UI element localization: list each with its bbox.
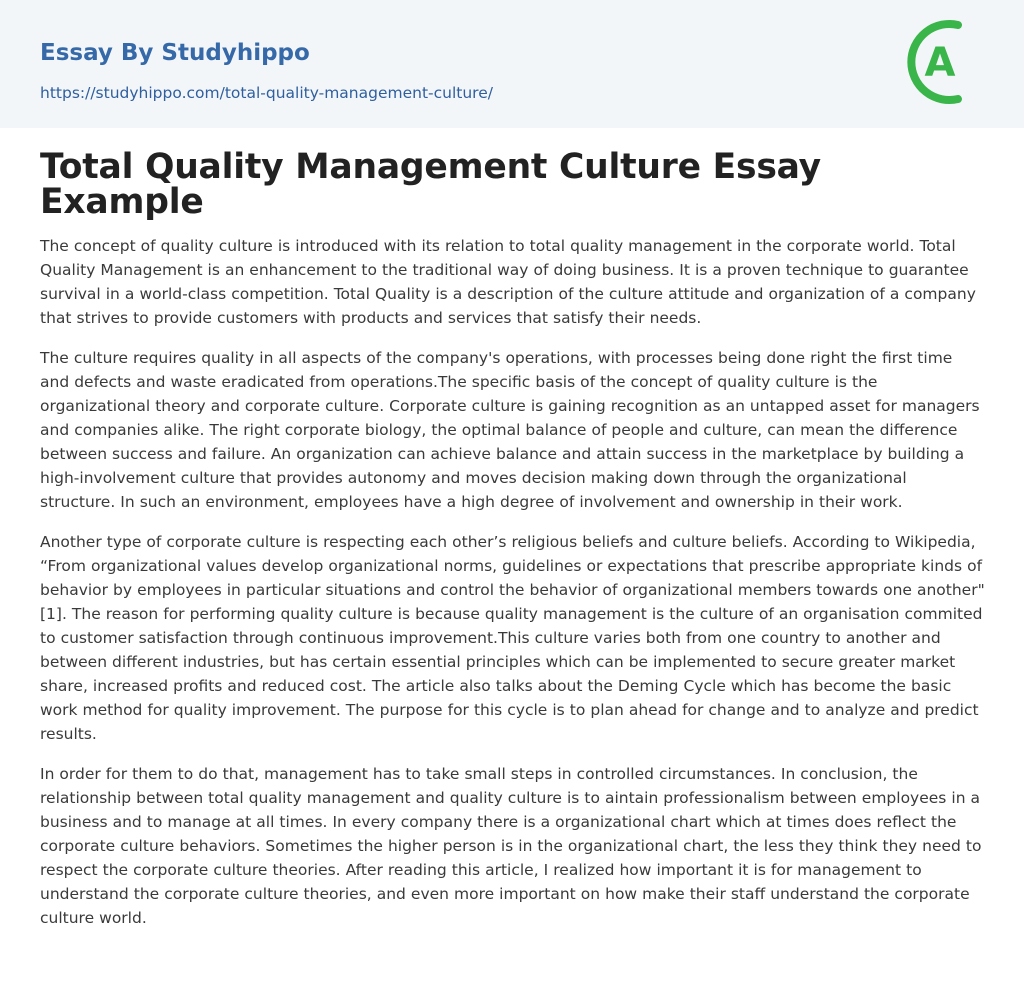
- studyhippo-logo-icon[interactable]: [898, 18, 986, 106]
- essay-article: [40, 147, 986, 946]
- site-header: [0, 0, 1024, 128]
- essay-paragraph: The culture requires quality in all aspects of the company's operations, with processes being done right the first time and defects and waste eradicated from operations.The specific basis of the concept of quality culture is the organizational theory and corporate culture. Corporate culture is gaining recognition as an untapped asset for managers and companies alike. The right corporate biology, the optimal balance of people and culture, can mean the difference between success and failure. An organization can achieve balance and attain success in the marketplace by building a high-involvement culture that provides autonomy and moves decision making down through the organizational structure. In such an environment, employees have a high degree of involvement and ownership in their work.: [40, 349, 980, 511]
- logo-letter: A: [924, 40, 956, 86]
- page-title: Total Quality Management Culture Essay Example: [40, 147, 821, 222]
- brand-title[interactable]: Essay By Studyhippo: [40, 40, 310, 66]
- essay-paragraph: Another type of corporate culture is respecting each other’s religious beliefs and culture beliefs. According to Wikipedia, “From organizational values develop organizational norms, guidelines or expectations that prescribe appropriate kinds of behavior by employees in particular situations and control the behavior of organizational members towards one another"[1]. The reason for performing quality culture is because quality management is the culture of an organisation commited to customer satisfaction through continuous improvement.This culture varies both from one country to another and between different industries, but has certain essential principles which can be implemented to secure greater market share, increased profits and reduced cost. The article also talks about the Deming Cycle which has become the basic work method for quality improvement. The purpose for this cycle is to plan ahead for change and to analyze and predict results.: [40, 533, 985, 743]
- source-url-link[interactable]: https://studyhippo.com/total-quality-management-culture/: [40, 84, 493, 102]
- essay-paragraph: The concept of quality culture is introduced with its relation to total quality management in the corporate world. Total Quality Management is an enhancement to the traditional way of doing business. It is a proven technique to guarantee survival in a world-class competition. Total Quality is a description of the culture attitude and organization of a company that strives to provide customers with products and services that satisfy their needs.: [40, 237, 976, 327]
- essay-paragraph: In order for them to do that, management has to take small steps in controlled circumstances. In conclusion, the relationship between total quality management and quality culture is to aintain professionalism between employees in a business and to manage at all times. In every company there is a organizational chart which at times does reflect the corporate culture behaviors. Sometimes the higher person is in the organizational chart, the less they think they need to respect the corporate culture theories. After reading this article, I realized how important it is for management to understand the corporate culture theories, and even more important on how make their staff understand the corporate culture world.: [40, 765, 982, 927]
